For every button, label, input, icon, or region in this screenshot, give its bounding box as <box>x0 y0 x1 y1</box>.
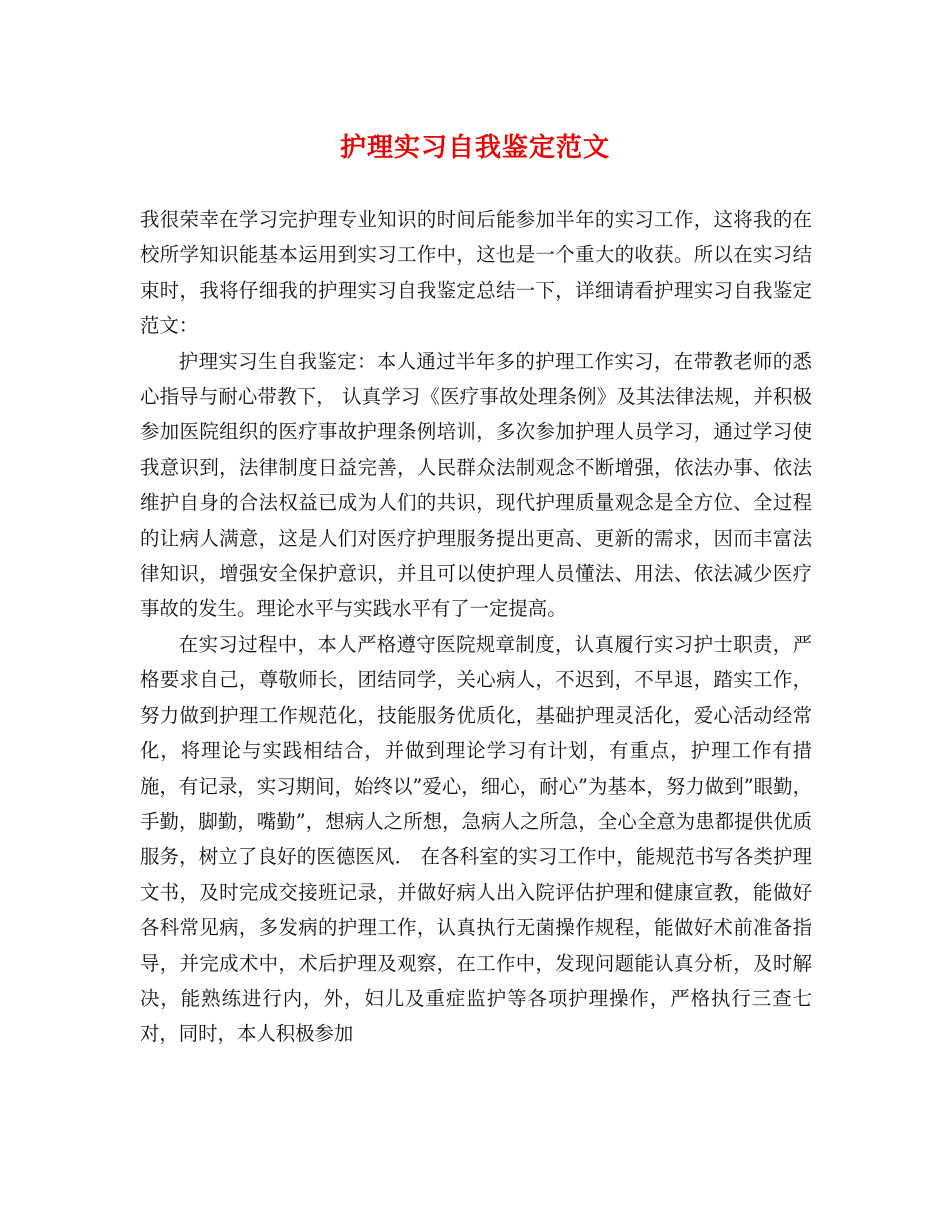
document-body <box>140 202 812 1052</box>
paragraph-self-assessment: 护理实习生自我鉴定：本人通过半年多的护理工作实习，在带教老师的悉心指导与耐心带教下， 认真学习《医疗事故处理条例》及其法律法规，并积极参加医院组织的医疗事故护理条例培训，多次参加护理人员学习，通过学习使我意识到，法律制度日益完善，人民群众法制观念不断增强，依法办事、依法维护自身的合法权益已成为人们的共识，现代护理质量观念是全方位、全过程的让病人满意，这是人们对医疗护理服务提出更高、更新的需求，因而丰富法律知识，增强安全保护意识，并且可以使护理人员懂法、用法、依法减少医疗事故的发生。理论水平与实践水平有了一定提高。 <box>140 349 812 621</box>
page-title: 护理实习自我鉴定范文 <box>339 133 610 163</box>
paragraph-internship-process: 在实习过程中，本人严格遵守医院规章制度，认真履行实习护士职责，严格要求自己，尊敬师长，团结同学，关心病人，不迟到，不早退，踏实工作，努力做到护理工作规范化，技能服务优质化，基础护理灵活化，爱心活动经常化，将理论与实践相结合，并做到理论学习有计划，有重点，护理工作有措施，有记录，实习期间，始终以”爱心，细心，耐心”为基本，努力做到”眼勤，手勤，脚勤，嘴勤”，想病人之所想，急病人之所急，全心全意为患都提供优质服务，树立了良好的医德医风． 在各科室的实习工作中，能规范书写各类护理文书，及时完成交接班记录，并做好病人出入院评估护理和健康宣教，能做好各科常见病，多发病的护理工作，认真执行无菌操作规程，能做好术前准备指导，并完成术中，术后护理及观察，在工作中，发现问题能认真分析，及时解决，能熟练进行内，外，妇儿及重症监护等各项护理操作，严格执行三查七对，同时，本人积极参加 <box>140 632 812 1046</box>
paragraph-intro: 我很荣幸在学习完护理专业知识的时间后能参加半年的实习工作，这将我的在校所学知识能基本运用到实习工作中，这也是一个重大的收获。所以在实习结束时，我将仔细我的护理实习自我鉴定总结一下，详细请看护理实习自我鉴定范文： <box>140 208 812 338</box>
